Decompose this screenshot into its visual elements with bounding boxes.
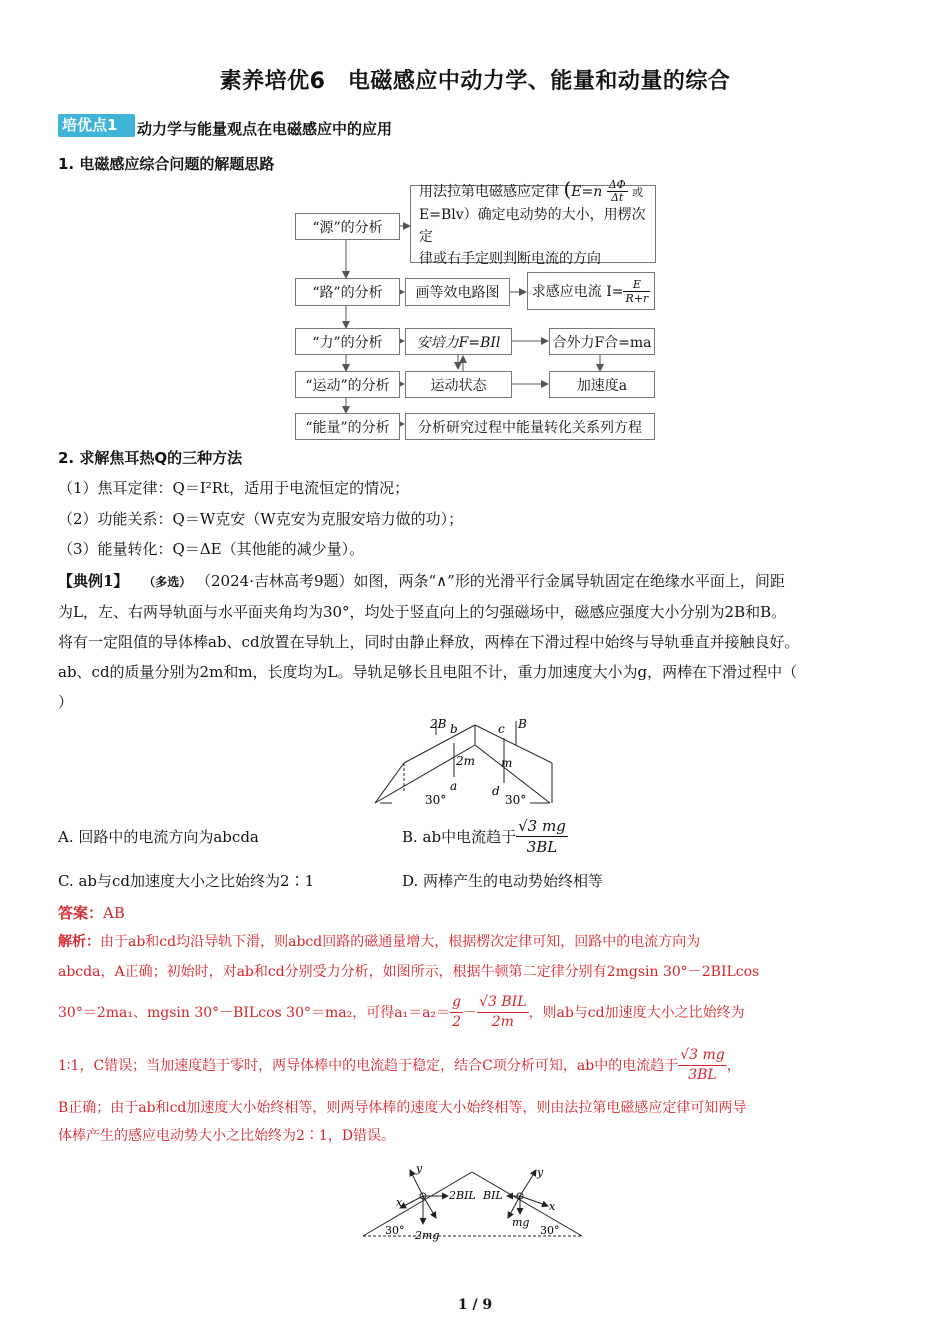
analysis-line-5: B正确；由于ab和cd加速度大小始终相等，则两导体棒的速度大小始终相等，则由法拉第电磁感应定律可知两导: [58, 1100, 747, 1116]
fig1-2m: 2m: [456, 754, 476, 768]
method-3: （3）能量转化：Q＝ΔE（其他能的减少量）。: [58, 540, 365, 558]
analysis: [58, 932, 898, 1146]
flow-source-desc-2: E=Blv）确定电动势的大小，用楞次定: [419, 207, 646, 246]
flow-frac-n: ΔΦ: [608, 178, 626, 192]
fig1-angle-right: 30°: [505, 793, 527, 807]
part1-heading: 1. 电磁感应综合问题的解题思路: [58, 155, 275, 173]
fig2-angle-right: 30°: [540, 1224, 560, 1237]
analysis-line-3b: ，则ab与cd加速度大小之比始终为: [528, 1005, 745, 1021]
method-2: （2）功能关系：Q＝W克安（W克安为克服安培力做的功）；: [58, 510, 464, 528]
fig1-b: b: [450, 722, 458, 736]
page-number: 1 / 9: [457, 1297, 493, 1313]
flow-circuit-box: “路”的分析: [295, 278, 400, 306]
flow-source-desc-e: E=n: [571, 183, 603, 200]
flow-ampere-box: 安培力F=BIl: [405, 328, 512, 355]
answer-value: AB: [103, 904, 125, 922]
analysis-frac3-n: √3 mg: [678, 1046, 727, 1066]
analysis-frac3-d: 3BL: [688, 1066, 717, 1083]
fig2-x2: x: [549, 1200, 556, 1213]
fig1-2B: 2B: [430, 717, 447, 731]
example-text-5: ）: [58, 693, 74, 711]
example-text-4: ab、cd的质量分别为2m和m，长度均为L。导轨足够长且电阻不计，重力加速度大小为g，两棒在下滑过程中（: [58, 663, 798, 681]
fig2-y2: y: [537, 1166, 544, 1179]
analysis-line-4a: 1∶1，C错误；当加速度趋于零时，两导体棒中的电流趋于稳定，结合C项分析可知，ab中的电流趋于: [58, 1058, 679, 1074]
rail-figure: [370, 715, 560, 810]
option-b-frac-n: √3 mg: [518, 817, 566, 835]
force-diagram: [360, 1162, 585, 1244]
answer: [58, 902, 125, 923]
analysis-label: 解析：: [58, 934, 100, 950]
analysis-minus: －: [463, 1005, 478, 1021]
option-d: D. 两棒产生的电动势始终相等: [402, 872, 604, 890]
flow-energy-box: “能量”的分析: [295, 413, 400, 440]
flowchart: [290, 176, 660, 442]
analysis-line-4b: ，: [726, 1058, 741, 1074]
flow-acceleration-box: 加速度a: [549, 371, 655, 398]
fig1-m: m: [501, 756, 513, 770]
fig2-weight2: mg: [512, 1216, 530, 1229]
answer-label: 答案：: [58, 904, 104, 922]
flow-current-label: 求感应电流 I=: [531, 284, 624, 300]
fig2-force1: 2BIL: [449, 1189, 476, 1202]
example-tag: （多选）: [143, 575, 192, 589]
option-c: C. ab与cd加速度大小之比始终为2∶1: [58, 872, 315, 890]
analysis-frac2-n: √3 BIL: [477, 993, 528, 1013]
analysis-line-6: 体棒产生的感应电动势大小之比始终为2∶1，D错误。: [58, 1128, 396, 1144]
flow-circuit-draw-box: 画等效电路图: [405, 278, 510, 306]
fig2-x1: x: [396, 1196, 403, 1209]
option-b-prefix: B. ab中电流趋于: [402, 827, 517, 846]
part2-heading: 2. 求解焦耳热Q的三种方法: [58, 449, 243, 467]
analysis-frac1-n: g: [450, 993, 463, 1013]
section-badge: 培优点1: [58, 114, 135, 137]
fig1-angle-left: 30°: [425, 793, 447, 807]
flow-source-desc-1: 用法拉第电磁感应定律: [419, 183, 559, 200]
flow-source-desc-or: 或: [632, 185, 644, 199]
flow-current-frac-n: E: [623, 278, 650, 292]
fig1-c: c: [498, 722, 505, 736]
analysis-frac2-d: 2m: [491, 1013, 514, 1030]
flow-motion-state-box: 运动状态: [405, 371, 512, 398]
flow-current-frac-d: R+r: [625, 291, 649, 305]
section-heading: 动力学与能量观点在电磁感应中的应用: [137, 120, 393, 138]
analysis-line-1: 由于ab和cd均沿导轨下滑，则abcd回路的磁通量增大，根据楞次定律可知，回路中的电流方向为: [100, 934, 701, 950]
example-text-1: （2024·吉林高考9题）如图，两条“∧”形的光滑平行金属导轨固定在绝缘水平面上，间距: [196, 572, 785, 590]
flow-energy-desc-box: 分析研究过程中能量转化关系列方程: [405, 413, 655, 440]
fig1-a: a: [450, 779, 458, 793]
fig2-weight1: 2mg: [415, 1229, 440, 1242]
page-title: 素养培优6 电磁感应中动力学、能量和动量的综合: [219, 69, 731, 94]
flow-source-box: “源”的分析: [295, 213, 400, 240]
example-label: 【典例1】: [58, 572, 129, 590]
option-a: A. 回路中的电流方向为abcda: [58, 828, 259, 846]
flow-source-desc-3: 律或右手定则判断电流的方向: [419, 251, 601, 268]
fig2-force2: BIL: [483, 1189, 503, 1202]
flow-net-force-box: 合外力F合=ma: [549, 328, 655, 355]
flow-source-desc-box: 用法拉第电磁感应定律 (E=n $\frac{\Delta\Phi}{\Delta t}$ 或 E=Blv）确定电动势的大小，用楞次定 律或右手定则判断电流的方向: [410, 185, 656, 263]
analysis-line-3a: 30°＝2ma₁、mgsin 30°－BILcos 30°＝ma₂，可得a₁＝a₂＝: [58, 1005, 451, 1021]
flow-frac-d: Δt: [610, 191, 624, 205]
analysis-frac1-d: 2: [452, 1013, 462, 1030]
analysis-line-2: abcda，A正确；初始时，对ab和cd分别受力分析，如图所示，根据牛顿第二定律分别有2mgsin 30°－2BILcos: [58, 964, 760, 980]
option-b-frac-d: 3BL: [526, 838, 558, 856]
fig1-B: B: [518, 717, 527, 731]
option-b: [402, 816, 568, 857]
method-1: （1）焦耳定律：Q＝I²Rt，适用于电流恒定的情况；: [58, 479, 410, 497]
flow-motion-box: “运动”的分析: [295, 371, 400, 398]
fig2-y1: y: [416, 1162, 423, 1175]
example-text-3: 将有一定阻值的导体棒ab、cd放置在导轨上，同时由静止释放，两棒在下滑过程中始终与导轨垂直并接触良好。: [58, 633, 800, 651]
fig1-d: d: [492, 784, 500, 798]
example-text-2: 为L，左、右两导轨面与水平面夹角均为30°，均处于竖直向上的匀强磁场中，磁感应强度大小分别为2B和B。: [58, 603, 787, 621]
flow-current-box: [527, 272, 655, 310]
flow-force-box: “力”的分析: [295, 328, 400, 355]
example-block: [58, 566, 893, 717]
fig2-angle-left: 30°: [385, 1224, 405, 1237]
